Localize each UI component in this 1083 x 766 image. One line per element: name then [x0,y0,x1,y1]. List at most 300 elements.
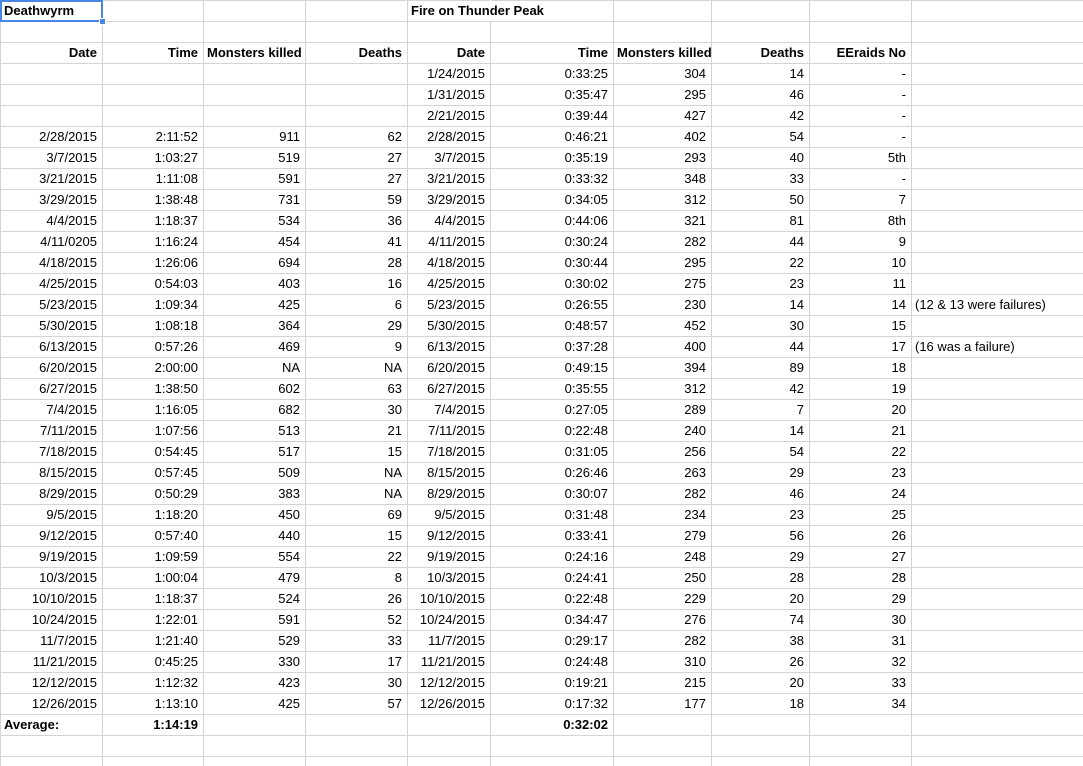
cell-A32[interactable]: 11/21/2015 [1,652,103,673]
cell-C21[interactable]: 513 [204,421,306,442]
cell-H34[interactable]: 18 [712,694,810,715]
cell-A30[interactable]: 10/24/2015 [1,610,103,631]
cell-E20[interactable]: 7/4/2015 [408,400,491,421]
cell-G17[interactable]: 400 [614,337,712,358]
cell-E26[interactable]: 9/12/2015 [408,526,491,547]
cell-A4[interactable] [1,64,103,85]
cell-F15[interactable]: 0:26:55 [491,295,614,316]
cell-B35[interactable]: 1:14:19 [103,715,204,736]
cell-E18[interactable]: 6/20/2015 [408,358,491,379]
cell-I3[interactable]: EEraids No [810,43,912,64]
cell-E7[interactable]: 2/28/2015 [408,127,491,148]
cell-A11[interactable]: 4/4/2015 [1,211,103,232]
cell-F33[interactable]: 0:19:21 [491,673,614,694]
cell-B2[interactable] [103,22,204,43]
cell-D10[interactable]: 59 [306,190,408,211]
cell-I37[interactable] [810,757,912,766]
cell-F31[interactable]: 0:29:17 [491,631,614,652]
cell-C18[interactable]: NA [204,358,306,379]
cell-J21[interactable] [912,421,1083,442]
cell-C33[interactable]: 423 [204,673,306,694]
cell-F30[interactable]: 0:34:47 [491,610,614,631]
cell-G11[interactable]: 321 [614,211,712,232]
cell-F27[interactable]: 0:24:16 [491,547,614,568]
cell-J27[interactable] [912,547,1083,568]
cell-G25[interactable]: 234 [614,505,712,526]
cell-C10[interactable]: 731 [204,190,306,211]
cell-H37[interactable] [712,757,810,766]
cell-B28[interactable]: 1:00:04 [103,568,204,589]
cell-E2[interactable] [408,22,491,43]
cell-E9[interactable]: 3/21/2015 [408,169,491,190]
cell-E36[interactable] [408,736,491,757]
cell-D6[interactable] [306,106,408,127]
cell-A10[interactable]: 3/29/2015 [1,190,103,211]
cell-C37[interactable] [204,757,306,766]
cell-A25[interactable]: 9/5/2015 [1,505,103,526]
cell-I5[interactable]: - [810,85,912,106]
cell-G9[interactable]: 348 [614,169,712,190]
cell-H32[interactable]: 26 [712,652,810,673]
cell-H28[interactable]: 28 [712,568,810,589]
cell-C13[interactable]: 694 [204,253,306,274]
cell-C36[interactable] [204,736,306,757]
cell-I12[interactable]: 9 [810,232,912,253]
cell-A17[interactable]: 6/13/2015 [1,337,103,358]
cell-C14[interactable]: 403 [204,274,306,295]
cell-C3[interactable]: Monsters killed [204,43,306,64]
cell-E4[interactable]: 1/24/2015 [408,64,491,85]
cell-G14[interactable]: 275 [614,274,712,295]
cell-A27[interactable]: 9/19/2015 [1,547,103,568]
cell-H20[interactable]: 7 [712,400,810,421]
cell-G19[interactable]: 312 [614,379,712,400]
cell-I18[interactable]: 18 [810,358,912,379]
cell-C1[interactable] [204,1,306,22]
cell-D19[interactable]: 63 [306,379,408,400]
cell-C17[interactable]: 469 [204,337,306,358]
cell-A28[interactable]: 10/3/2015 [1,568,103,589]
cell-I10[interactable]: 7 [810,190,912,211]
cell-B26[interactable]: 0:57:40 [103,526,204,547]
cell-I23[interactable]: 23 [810,463,912,484]
cell-A35[interactable]: Average: [1,715,103,736]
cell-B5[interactable] [103,85,204,106]
cell-H35[interactable] [712,715,810,736]
cell-G28[interactable]: 250 [614,568,712,589]
cell-B3[interactable]: Time [103,43,204,64]
cell-C4[interactable] [204,64,306,85]
cell-F29[interactable]: 0:22:48 [491,589,614,610]
cell-B24[interactable]: 0:50:29 [103,484,204,505]
cell-F21[interactable]: 0:22:48 [491,421,614,442]
cell-B19[interactable]: 1:38:50 [103,379,204,400]
cell-C29[interactable]: 524 [204,589,306,610]
cell-A36[interactable] [1,736,103,757]
cell-C31[interactable]: 529 [204,631,306,652]
cell-B37[interactable] [103,757,204,766]
cell-J17[interactable]: (16 was a failure) [912,337,1083,358]
cell-J11[interactable] [912,211,1083,232]
cell-D5[interactable] [306,85,408,106]
cell-H11[interactable]: 81 [712,211,810,232]
cell-C30[interactable]: 591 [204,610,306,631]
cell-B27[interactable]: 1:09:59 [103,547,204,568]
cell-G5[interactable]: 295 [614,85,712,106]
cell-D34[interactable]: 57 [306,694,408,715]
cell-G30[interactable]: 276 [614,610,712,631]
cell-E37[interactable] [408,757,491,766]
cell-E28[interactable]: 10/3/2015 [408,568,491,589]
cell-H17[interactable]: 44 [712,337,810,358]
cell-J5[interactable] [912,85,1083,106]
cell-F24[interactable]: 0:30:07 [491,484,614,505]
cell-H13[interactable]: 22 [712,253,810,274]
cell-I13[interactable]: 10 [810,253,912,274]
cell-C27[interactable]: 554 [204,547,306,568]
cell-H18[interactable]: 89 [712,358,810,379]
cell-D21[interactable]: 21 [306,421,408,442]
cell-E17[interactable]: 6/13/2015 [408,337,491,358]
cell-A12[interactable]: 4/11/0205 [1,232,103,253]
cell-I6[interactable]: - [810,106,912,127]
cell-G16[interactable]: 452 [614,316,712,337]
cell-J23[interactable] [912,463,1083,484]
cell-C23[interactable]: 509 [204,463,306,484]
cell-J19[interactable] [912,379,1083,400]
cell-B8[interactable]: 1:03:27 [103,148,204,169]
cell-D36[interactable] [306,736,408,757]
cell-I31[interactable]: 31 [810,631,912,652]
cell-E27[interactable]: 9/19/2015 [408,547,491,568]
cell-F37[interactable] [491,757,614,766]
cell-B18[interactable]: 2:00:00 [103,358,204,379]
cell-J22[interactable] [912,442,1083,463]
cell-A7[interactable]: 2/28/2015 [1,127,103,148]
cell-J28[interactable] [912,568,1083,589]
cell-B30[interactable]: 1:22:01 [103,610,204,631]
cell-F14[interactable]: 0:30:02 [491,274,614,295]
cell-J18[interactable] [912,358,1083,379]
cell-H29[interactable]: 20 [712,589,810,610]
cell-G21[interactable]: 240 [614,421,712,442]
cell-J3[interactable] [912,43,1083,64]
cell-D12[interactable]: 41 [306,232,408,253]
cell-I34[interactable]: 34 [810,694,912,715]
cell-C26[interactable]: 440 [204,526,306,547]
cell-C12[interactable]: 454 [204,232,306,253]
cell-J16[interactable] [912,316,1083,337]
cell-D30[interactable]: 52 [306,610,408,631]
cell-I2[interactable] [810,22,912,43]
cell-D23[interactable]: NA [306,463,408,484]
cell-J4[interactable] [912,64,1083,85]
cell-H27[interactable]: 29 [712,547,810,568]
cell-J15[interactable]: (12 & 13 were failures) [912,295,1083,316]
cell-G35[interactable] [614,715,712,736]
cell-D22[interactable]: 15 [306,442,408,463]
cell-E1[interactable]: Fire on Thunder Peak [408,1,491,22]
cell-J12[interactable] [912,232,1083,253]
cell-D32[interactable]: 17 [306,652,408,673]
cell-H31[interactable]: 38 [712,631,810,652]
cell-F28[interactable]: 0:24:41 [491,568,614,589]
cell-A20[interactable]: 7/4/2015 [1,400,103,421]
cell-I4[interactable]: - [810,64,912,85]
cell-I15[interactable]: 14 [810,295,912,316]
cell-B7[interactable]: 2:11:52 [103,127,204,148]
cell-B14[interactable]: 0:54:03 [103,274,204,295]
cell-J30[interactable] [912,610,1083,631]
cell-C22[interactable]: 517 [204,442,306,463]
cell-J10[interactable] [912,190,1083,211]
cell-G20[interactable]: 289 [614,400,712,421]
cell-D8[interactable]: 27 [306,148,408,169]
cell-C5[interactable] [204,85,306,106]
cell-A16[interactable]: 5/30/2015 [1,316,103,337]
cell-C16[interactable]: 364 [204,316,306,337]
cell-F16[interactable]: 0:48:57 [491,316,614,337]
cell-F23[interactable]: 0:26:46 [491,463,614,484]
cell-A24[interactable]: 8/29/2015 [1,484,103,505]
cell-D37[interactable] [306,757,408,766]
cell-J25[interactable] [912,505,1083,526]
cell-D20[interactable]: 30 [306,400,408,421]
cell-I7[interactable]: - [810,127,912,148]
cell-B29[interactable]: 1:18:37 [103,589,204,610]
cell-I21[interactable]: 21 [810,421,912,442]
cell-E30[interactable]: 10/24/2015 [408,610,491,631]
cell-H16[interactable]: 30 [712,316,810,337]
cell-F22[interactable]: 0:31:05 [491,442,614,463]
cell-D33[interactable]: 30 [306,673,408,694]
cell-H22[interactable]: 54 [712,442,810,463]
cell-D1[interactable] [306,1,408,22]
cell-F5[interactable]: 0:35:47 [491,85,614,106]
cell-H9[interactable]: 33 [712,169,810,190]
cell-J13[interactable] [912,253,1083,274]
cell-A8[interactable]: 3/7/2015 [1,148,103,169]
cell-I26[interactable]: 26 [810,526,912,547]
cell-H12[interactable]: 44 [712,232,810,253]
cell-F7[interactable]: 0:46:21 [491,127,614,148]
cell-I20[interactable]: 20 [810,400,912,421]
cell-F19[interactable]: 0:35:55 [491,379,614,400]
cell-F26[interactable]: 0:33:41 [491,526,614,547]
cell-J26[interactable] [912,526,1083,547]
cell-H36[interactable] [712,736,810,757]
cell-F6[interactable]: 0:39:44 [491,106,614,127]
cell-E21[interactable]: 7/11/2015 [408,421,491,442]
cell-E19[interactable]: 6/27/2015 [408,379,491,400]
cell-F36[interactable] [491,736,614,757]
cell-G13[interactable]: 295 [614,253,712,274]
cell-B25[interactable]: 1:18:20 [103,505,204,526]
cell-I19[interactable]: 19 [810,379,912,400]
cell-J8[interactable] [912,148,1083,169]
cell-E24[interactable]: 8/29/2015 [408,484,491,505]
cell-A5[interactable] [1,85,103,106]
cell-J32[interactable] [912,652,1083,673]
cell-H3[interactable]: Deaths [712,43,810,64]
cell-A3[interactable]: Date [1,43,103,64]
cell-D13[interactable]: 28 [306,253,408,274]
cell-G8[interactable]: 293 [614,148,712,169]
cell-D7[interactable]: 62 [306,127,408,148]
cell-G29[interactable]: 229 [614,589,712,610]
cell-A6[interactable] [1,106,103,127]
cell-C19[interactable]: 602 [204,379,306,400]
cell-H1[interactable] [712,1,810,22]
cell-G18[interactable]: 394 [614,358,712,379]
cell-J24[interactable] [912,484,1083,505]
cell-A37[interactable] [1,757,103,766]
cell-B31[interactable]: 1:21:40 [103,631,204,652]
cell-J20[interactable] [912,400,1083,421]
cell-A13[interactable]: 4/18/2015 [1,253,103,274]
cell-G37[interactable] [614,757,712,766]
cell-D11[interactable]: 36 [306,211,408,232]
cell-E32[interactable]: 11/21/2015 [408,652,491,673]
cell-D25[interactable]: 69 [306,505,408,526]
cell-F17[interactable]: 0:37:28 [491,337,614,358]
cell-F4[interactable]: 0:33:25 [491,64,614,85]
cell-I24[interactable]: 24 [810,484,912,505]
cell-D29[interactable]: 26 [306,589,408,610]
cell-I36[interactable] [810,736,912,757]
cell-G7[interactable]: 402 [614,127,712,148]
cell-B36[interactable] [103,736,204,757]
cell-H5[interactable]: 46 [712,85,810,106]
cell-G32[interactable]: 310 [614,652,712,673]
cell-D18[interactable]: NA [306,358,408,379]
cell-B1[interactable] [103,1,204,22]
cell-A34[interactable]: 12/26/2015 [1,694,103,715]
fill-handle[interactable] [99,18,106,25]
cell-C24[interactable]: 383 [204,484,306,505]
cell-A19[interactable]: 6/27/2015 [1,379,103,400]
cell-F2[interactable] [491,22,614,43]
cell-E23[interactable]: 8/15/2015 [408,463,491,484]
cell-I22[interactable]: 22 [810,442,912,463]
cell-H10[interactable]: 50 [712,190,810,211]
cell-B20[interactable]: 1:16:05 [103,400,204,421]
cell-H23[interactable]: 29 [712,463,810,484]
cell-G4[interactable]: 304 [614,64,712,85]
cell-A2[interactable] [1,22,103,43]
cell-D35[interactable] [306,715,408,736]
cell-C15[interactable]: 425 [204,295,306,316]
cell-G2[interactable] [614,22,712,43]
cell-E6[interactable]: 2/21/2015 [408,106,491,127]
cell-B32[interactable]: 0:45:25 [103,652,204,673]
cell-E12[interactable]: 4/11/2015 [408,232,491,253]
cell-E25[interactable]: 9/5/2015 [408,505,491,526]
cell-D31[interactable]: 33 [306,631,408,652]
cell-B11[interactable]: 1:18:37 [103,211,204,232]
cell-E35[interactable] [408,715,491,736]
cell-F12[interactable]: 0:30:24 [491,232,614,253]
cell-B10[interactable]: 1:38:48 [103,190,204,211]
cell-H15[interactable]: 14 [712,295,810,316]
cell-E29[interactable]: 10/10/2015 [408,589,491,610]
cell-D16[interactable]: 29 [306,316,408,337]
cell-E15[interactable]: 5/23/2015 [408,295,491,316]
cell-I11[interactable]: 8th [810,211,912,232]
cell-J1[interactable] [912,1,1083,22]
cell-H19[interactable]: 42 [712,379,810,400]
cell-I35[interactable] [810,715,912,736]
cell-C6[interactable] [204,106,306,127]
cell-H4[interactable]: 14 [712,64,810,85]
cell-H14[interactable]: 23 [712,274,810,295]
cell-C8[interactable]: 519 [204,148,306,169]
cell-I17[interactable]: 17 [810,337,912,358]
cell-H8[interactable]: 40 [712,148,810,169]
cell-G33[interactable]: 215 [614,673,712,694]
cell-G6[interactable]: 427 [614,106,712,127]
cell-I32[interactable]: 32 [810,652,912,673]
cell-C25[interactable]: 450 [204,505,306,526]
cell-E8[interactable]: 3/7/2015 [408,148,491,169]
cell-E31[interactable]: 11/7/2015 [408,631,491,652]
cell-A33[interactable]: 12/12/2015 [1,673,103,694]
cell-G12[interactable]: 282 [614,232,712,253]
cell-G34[interactable]: 177 [614,694,712,715]
cell-B9[interactable]: 1:11:08 [103,169,204,190]
cell-A1[interactable]: Deathwyrm [1,1,103,22]
cell-G24[interactable]: 282 [614,484,712,505]
cell-B12[interactable]: 1:16:24 [103,232,204,253]
cell-E10[interactable]: 3/29/2015 [408,190,491,211]
cell-D9[interactable]: 27 [306,169,408,190]
cell-A15[interactable]: 5/23/2015 [1,295,103,316]
cell-I14[interactable]: 11 [810,274,912,295]
cell-F10[interactable]: 0:34:05 [491,190,614,211]
cell-J37[interactable] [912,757,1083,766]
cell-G22[interactable]: 256 [614,442,712,463]
cell-G15[interactable]: 230 [614,295,712,316]
cell-C34[interactable]: 425 [204,694,306,715]
cell-J29[interactable] [912,589,1083,610]
cell-F3[interactable]: Time [491,43,614,64]
cell-G23[interactable]: 263 [614,463,712,484]
cell-D17[interactable]: 9 [306,337,408,358]
cell-J31[interactable] [912,631,1083,652]
cell-F18[interactable]: 0:49:15 [491,358,614,379]
cell-I1[interactable] [810,1,912,22]
cell-D24[interactable]: NA [306,484,408,505]
cell-A23[interactable]: 8/15/2015 [1,463,103,484]
cell-E3[interactable]: Date [408,43,491,64]
cell-G36[interactable] [614,736,712,757]
cell-B17[interactable]: 0:57:26 [103,337,204,358]
cell-I9[interactable]: - [810,169,912,190]
cell-C20[interactable]: 682 [204,400,306,421]
cell-A29[interactable]: 10/10/2015 [1,589,103,610]
cell-I25[interactable]: 25 [810,505,912,526]
cell-A31[interactable]: 11/7/2015 [1,631,103,652]
cell-F20[interactable]: 0:27:05 [491,400,614,421]
cell-G10[interactable]: 312 [614,190,712,211]
cell-C28[interactable]: 479 [204,568,306,589]
cell-E34[interactable]: 12/26/2015 [408,694,491,715]
cell-E22[interactable]: 7/18/2015 [408,442,491,463]
cell-H7[interactable]: 54 [712,127,810,148]
cell-D26[interactable]: 15 [306,526,408,547]
cell-J2[interactable] [912,22,1083,43]
cell-I27[interactable]: 27 [810,547,912,568]
